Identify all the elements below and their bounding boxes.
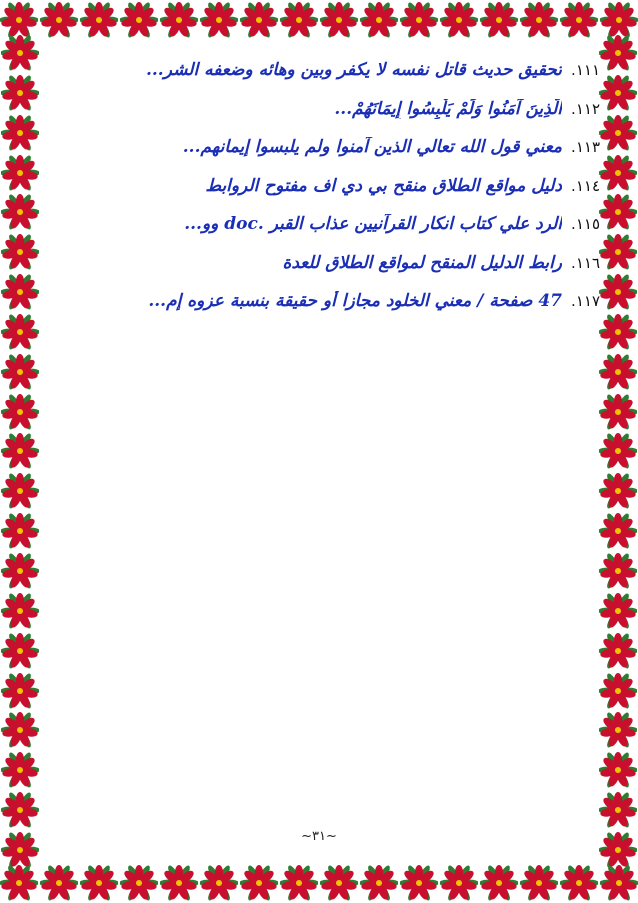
poinsettia-flower-icon xyxy=(360,1,398,39)
poinsettia-flower-icon xyxy=(599,193,637,231)
poinsettia-flower-icon xyxy=(360,864,398,902)
page-number: ~٣١~ xyxy=(301,829,337,844)
poinsettia-flower-icon xyxy=(400,1,438,39)
poinsettia-flower-icon xyxy=(599,393,637,431)
poinsettia-flower-icon xyxy=(599,472,637,510)
item-link[interactable]: 47 صفحة / معني الخلود مجازا أو حقيقة بنسبة عزوه إم... xyxy=(148,291,562,311)
poinsettia-flower-icon xyxy=(520,864,558,902)
item-number: ١١٥. xyxy=(571,215,600,233)
poinsettia-flower-icon xyxy=(120,864,158,902)
poinsettia-flower-icon xyxy=(560,1,598,39)
poinsettia-flower-icon xyxy=(440,1,478,39)
poinsettia-flower-icon xyxy=(1,313,39,351)
decorative-border-bottom xyxy=(0,863,638,903)
poinsettia-flower-icon xyxy=(1,114,39,152)
poinsettia-flower-icon xyxy=(599,154,637,192)
poinsettia-flower-icon xyxy=(599,114,637,152)
poinsettia-flower-icon xyxy=(1,632,39,670)
decorative-border-left xyxy=(0,34,40,869)
poinsettia-flower-icon xyxy=(1,791,39,829)
poinsettia-flower-icon xyxy=(599,632,637,670)
poinsettia-flower-icon xyxy=(240,864,278,902)
list-item xyxy=(110,253,600,292)
poinsettia-flower-icon xyxy=(1,472,39,510)
item-link[interactable]: رابط الدليل المنقح لمواقع الطلاق للعدة xyxy=(282,252,562,273)
item-number: ١١٢. xyxy=(571,99,600,118)
poinsettia-flower-icon xyxy=(280,1,318,39)
poinsettia-flower-icon xyxy=(599,233,637,271)
poinsettia-flower-icon xyxy=(599,273,637,311)
item-link[interactable]: دليل مواقع الطلاق منقح بي دي اف مفتوح الروابط xyxy=(205,175,562,196)
item-link[interactable]: تحقيق حديث قاتل نفسه لا يكفر وبين وهائه وضعفه الشر... xyxy=(145,60,562,80)
poinsettia-flower-icon xyxy=(200,1,238,39)
poinsettia-flower-icon xyxy=(599,313,637,351)
poinsettia-flower-icon xyxy=(599,34,637,72)
list-item xyxy=(110,214,600,253)
poinsettia-flower-icon xyxy=(320,864,358,902)
poinsettia-flower-icon xyxy=(599,74,637,112)
poinsettia-flower-icon xyxy=(440,864,478,902)
poinsettia-flower-icon xyxy=(1,512,39,550)
poinsettia-flower-icon xyxy=(1,432,39,470)
decorative-border-right xyxy=(598,34,638,869)
poinsettia-flower-icon xyxy=(160,1,198,39)
poinsettia-flower-icon xyxy=(80,864,118,902)
poinsettia-flower-icon xyxy=(599,552,637,590)
poinsettia-flower-icon xyxy=(40,864,78,902)
list-item xyxy=(110,137,600,176)
poinsettia-flower-icon xyxy=(1,193,39,231)
poinsettia-flower-icon xyxy=(1,552,39,590)
item-link[interactable]: الرد علي كتاب انكار القرآنيين عذاب القبر .doc وو... xyxy=(184,214,562,234)
poinsettia-flower-icon xyxy=(1,74,39,112)
poinsettia-flower-icon xyxy=(1,273,39,311)
poinsettia-flower-icon xyxy=(1,233,39,271)
item-link[interactable]: معني قول الله تعالي الذين آمنوا ولم يلبسوا إيمانهم... xyxy=(182,137,562,157)
decorative-border-top xyxy=(0,0,638,40)
poinsettia-flower-icon xyxy=(1,353,39,391)
poinsettia-flower-icon xyxy=(1,393,39,431)
list-item xyxy=(110,60,600,99)
poinsettia-flower-icon xyxy=(1,154,39,192)
poinsettia-flower-icon xyxy=(560,864,598,902)
poinsettia-flower-icon xyxy=(600,864,638,902)
poinsettia-flower-icon xyxy=(160,864,198,902)
poinsettia-flower-icon xyxy=(480,864,518,902)
poinsettia-flower-icon xyxy=(0,864,38,902)
poinsettia-flower-icon xyxy=(80,1,118,39)
poinsettia-flower-icon xyxy=(599,592,637,630)
poinsettia-flower-icon xyxy=(240,1,278,39)
poinsettia-flower-icon xyxy=(520,1,558,39)
poinsettia-flower-icon xyxy=(599,791,637,829)
poinsettia-flower-icon xyxy=(280,864,318,902)
item-number: ١١٦. xyxy=(571,253,600,272)
poinsettia-flower-icon xyxy=(599,672,637,710)
poinsettia-flower-icon xyxy=(200,864,238,902)
link-list xyxy=(110,60,600,330)
poinsettia-flower-icon xyxy=(320,1,358,39)
poinsettia-flower-icon xyxy=(1,751,39,789)
poinsettia-flower-icon xyxy=(599,432,637,470)
poinsettia-flower-icon xyxy=(400,864,438,902)
item-link[interactable]: الَّذِينَ آمَنُوا وَلَمْ يَلْبِسُوا إِيمَانَهُمْ... xyxy=(334,98,562,119)
item-number: ١١٧. xyxy=(571,292,600,310)
poinsettia-flower-icon xyxy=(480,1,518,39)
poinsettia-flower-icon xyxy=(599,512,637,550)
poinsettia-flower-icon xyxy=(1,672,39,710)
list-item xyxy=(110,291,600,330)
poinsettia-flower-icon xyxy=(1,592,39,630)
poinsettia-flower-icon xyxy=(1,34,39,72)
poinsettia-flower-icon xyxy=(1,711,39,749)
poinsettia-flower-icon xyxy=(599,711,637,749)
list-item xyxy=(110,176,600,215)
item-number: ١١٤. xyxy=(571,176,600,195)
poinsettia-flower-icon xyxy=(40,1,78,39)
poinsettia-flower-icon xyxy=(120,1,158,39)
item-number: ١١٣. xyxy=(571,138,600,156)
poinsettia-flower-icon xyxy=(599,353,637,391)
poinsettia-flower-icon xyxy=(599,751,637,789)
list-item xyxy=(110,99,600,138)
item-number: ١١١. xyxy=(571,61,600,79)
